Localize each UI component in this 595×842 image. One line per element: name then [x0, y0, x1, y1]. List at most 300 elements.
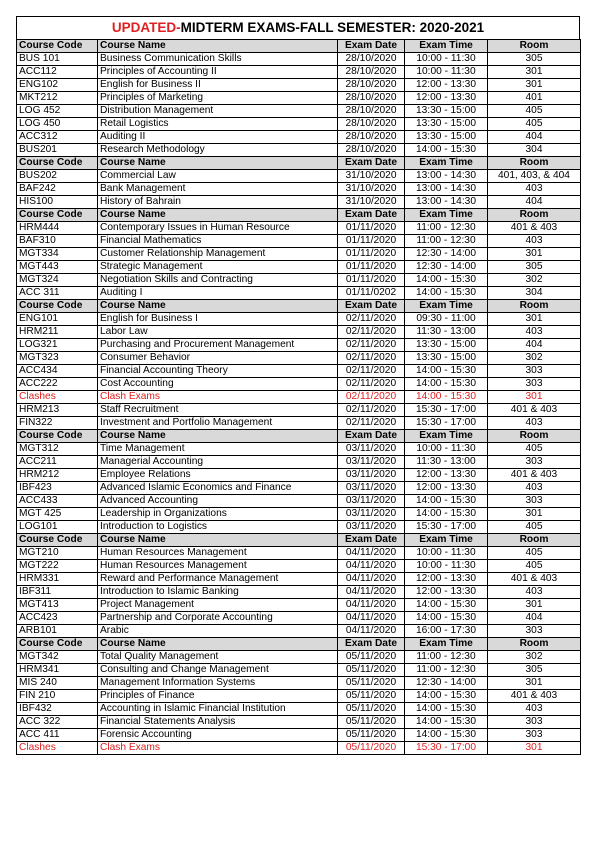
table-row: [17, 664, 581, 677]
exam-date-cell: 01/11/0202: [338, 287, 405, 300]
table-row: [17, 222, 581, 235]
exam-time-header: Exam Time: [405, 534, 488, 547]
course-name-cell: Auditing II: [98, 131, 338, 144]
room-header: Room: [488, 430, 581, 443]
course-name-header: Course Name: [98, 157, 338, 170]
course-code-cell: ACC312: [17, 131, 98, 144]
group-header-row: [17, 638, 581, 651]
exam-time-header: Exam Time: [405, 40, 488, 53]
course-code-cell: IBF311: [17, 586, 98, 599]
course-code-cell: MIS 240: [17, 677, 98, 690]
course-name-cell: Commercial Law: [98, 170, 338, 183]
course-name-cell: Accounting in Islamic Financial Institution: [98, 703, 338, 716]
exam-date-cell: 02/11/2020: [338, 326, 405, 339]
course-code-cell: MGT312: [17, 443, 98, 456]
exam-date-cell: 04/11/2020: [338, 625, 405, 638]
room-cell: 301: [488, 391, 581, 404]
course-code-cell: HRM211: [17, 326, 98, 339]
exam-date-cell: 04/11/2020: [338, 599, 405, 612]
exam-time-cell: 12:30 - 14:00: [405, 248, 488, 261]
room-cell: 405: [488, 560, 581, 573]
room-cell: 303: [488, 378, 581, 391]
table-row: [17, 118, 581, 131]
table-row: [17, 573, 581, 586]
room-cell: 403: [488, 703, 581, 716]
exam-date-cell: 28/10/2020: [338, 131, 405, 144]
room-cell: 301: [488, 677, 581, 690]
room-cell: 401 & 403: [488, 690, 581, 703]
course-name-cell: Research Methodology: [98, 144, 338, 157]
group-header-row: [17, 40, 581, 53]
table-row: [17, 521, 581, 534]
exam-time-cell: 14:00 - 15:30: [405, 365, 488, 378]
course-name-cell: Retail Logistics: [98, 118, 338, 131]
course-code-cell: IBF432: [17, 703, 98, 716]
room-cell: 301: [488, 248, 581, 261]
exam-time-cell: 14:00 - 15:30: [405, 716, 488, 729]
table-row: [17, 690, 581, 703]
course-name-cell: Business Communication Skills: [98, 53, 338, 66]
room-cell: 404: [488, 339, 581, 352]
exam-time-cell: 15:30 - 17:00: [405, 417, 488, 430]
course-code-cell: MGT222: [17, 560, 98, 573]
course-code-cell: LOG 450: [17, 118, 98, 131]
exam-date-header: Exam Date: [338, 638, 405, 651]
group-header-row: [17, 534, 581, 547]
course-code-cell: ACC423: [17, 612, 98, 625]
exam-time-cell: 14:00 - 15:30: [405, 729, 488, 742]
room-cell: 303: [488, 495, 581, 508]
exam-time-cell: 12:00 - 13:30: [405, 482, 488, 495]
room-cell: 303: [488, 716, 581, 729]
table-row: [17, 417, 581, 430]
exam-time-cell: 10:00 - 11:30: [405, 560, 488, 573]
table-row: [17, 235, 581, 248]
course-code-cell: MGT334: [17, 248, 98, 261]
room-cell: 305: [488, 53, 581, 66]
course-code-cell: MGT342: [17, 651, 98, 664]
room-header: Room: [488, 300, 581, 313]
table-row: [17, 560, 581, 573]
exam-date-cell: 31/10/2020: [338, 183, 405, 196]
exam-time-cell: 13:00 - 14:30: [405, 183, 488, 196]
exam-time-cell: 15:30 - 17:00: [405, 742, 488, 755]
room-cell: 401 & 403: [488, 222, 581, 235]
room-cell: 301: [488, 508, 581, 521]
exam-time-cell: 11:00 - 12:30: [405, 664, 488, 677]
course-code-cell: HRM212: [17, 469, 98, 482]
course-code-header: Course Code: [17, 430, 98, 443]
table-row: [17, 365, 581, 378]
room-header: Room: [488, 638, 581, 651]
exam-date-cell: 03/11/2020: [338, 495, 405, 508]
exam-time-cell: 14:00 - 15:30: [405, 274, 488, 287]
course-code-cell: ACC 322: [17, 716, 98, 729]
course-name-header: Course Name: [98, 534, 338, 547]
course-name-header: Course Name: [98, 40, 338, 53]
clash-row: [17, 391, 581, 404]
course-code-cell: ACC211: [17, 456, 98, 469]
exam-date-cell: 02/11/2020: [338, 339, 405, 352]
exam-date-cell: 31/10/2020: [338, 196, 405, 209]
room-cell: 401 & 403: [488, 469, 581, 482]
clash-row: [17, 742, 581, 755]
exam-date-cell: 03/11/2020: [338, 456, 405, 469]
course-code-cell: HRM331: [17, 573, 98, 586]
room-cell: 404: [488, 612, 581, 625]
room-cell: 303: [488, 365, 581, 378]
room-header: Room: [488, 534, 581, 547]
course-name-cell: English for Business I: [98, 313, 338, 326]
room-cell: 305: [488, 664, 581, 677]
room-cell: 405: [488, 105, 581, 118]
course-name-cell: Clash Exams: [98, 391, 338, 404]
exam-date-cell: 31/10/2020: [338, 170, 405, 183]
exam-date-cell: 01/11/2020: [338, 248, 405, 261]
course-name-cell: Financial Accounting Theory: [98, 365, 338, 378]
room-cell: 302: [488, 651, 581, 664]
room-cell: 303: [488, 625, 581, 638]
exam-time-cell: 12:00 - 13:30: [405, 469, 488, 482]
course-name-cell: Consulting and Change Management: [98, 664, 338, 677]
course-name-cell: Management Information Systems: [98, 677, 338, 690]
exam-time-cell: 13:30 - 15:00: [405, 105, 488, 118]
room-cell: 403: [488, 586, 581, 599]
room-cell: 301: [488, 313, 581, 326]
exam-time-cell: 10:00 - 11:30: [405, 66, 488, 79]
course-code-cell: FIN322: [17, 417, 98, 430]
exam-time-cell: 11:00 - 12:30: [405, 235, 488, 248]
title-text: MIDTERM EXAMS-FALL SEMESTER: 2020-2021: [180, 20, 485, 35]
room-cell: 301: [488, 742, 581, 755]
exam-date-cell: 04/11/2020: [338, 586, 405, 599]
course-name-cell: Principles of Accounting II: [98, 66, 338, 79]
table-row: [17, 599, 581, 612]
exam-date-cell: 28/10/2020: [338, 144, 405, 157]
course-name-cell: Human Resources Management: [98, 560, 338, 573]
table-row: [17, 196, 581, 209]
course-name-cell: Clash Exams: [98, 742, 338, 755]
table-row: [17, 482, 581, 495]
course-name-cell: Labor Law: [98, 326, 338, 339]
table-row: [17, 313, 581, 326]
course-code-cell: LOG321: [17, 339, 98, 352]
table-row: [17, 53, 581, 66]
exam-date-cell: 03/11/2020: [338, 508, 405, 521]
exam-date-header: Exam Date: [338, 534, 405, 547]
exam-time-cell: 14:00 - 15:30: [405, 495, 488, 508]
room-header: Room: [488, 209, 581, 222]
course-name-cell: Bank Management: [98, 183, 338, 196]
table-row: [17, 677, 581, 690]
course-code-cell: FIN 210: [17, 690, 98, 703]
exam-date-cell: 02/11/2020: [338, 313, 405, 326]
course-code-cell: ACC 411: [17, 729, 98, 742]
exam-date-header: Exam Date: [338, 430, 405, 443]
page-title: [16, 16, 580, 39]
course-name-cell: Principles of Marketing: [98, 92, 338, 105]
course-name-cell: Advanced Islamic Economics and Finance: [98, 482, 338, 495]
exam-time-cell: 16:00 - 17:30: [405, 625, 488, 638]
table-row: [17, 729, 581, 742]
course-code-cell: ENG102: [17, 79, 98, 92]
exam-time-cell: 14:00 - 15:30: [405, 378, 488, 391]
course-code-header: Course Code: [17, 638, 98, 651]
exam-date-cell: 03/11/2020: [338, 469, 405, 482]
course-code-cell: MKT212: [17, 92, 98, 105]
table-row: [17, 508, 581, 521]
exam-time-header: Exam Time: [405, 638, 488, 651]
course-name-cell: Contemporary Issues in Human Resource: [98, 222, 338, 235]
table-row: [17, 170, 581, 183]
course-name-cell: Principles of Finance: [98, 690, 338, 703]
course-code-cell: MGT413: [17, 599, 98, 612]
exam-time-cell: 11:00 - 12:30: [405, 651, 488, 664]
course-name-cell: Partnership and Corporate Accounting: [98, 612, 338, 625]
course-name-cell: Introduction to Logistics: [98, 521, 338, 534]
course-name-cell: Managerial Accounting: [98, 456, 338, 469]
exam-time-cell: 12:00 - 13:30: [405, 92, 488, 105]
table-row: [17, 183, 581, 196]
room-cell: 403: [488, 482, 581, 495]
exam-date-cell: 02/11/2020: [338, 365, 405, 378]
course-name-cell: Leadership in Organizations: [98, 508, 338, 521]
course-name-cell: Advanced Accounting: [98, 495, 338, 508]
exam-time-cell: 11:30 - 13:00: [405, 326, 488, 339]
exam-date-cell: 05/11/2020: [338, 716, 405, 729]
room-cell: 404: [488, 131, 581, 144]
exam-date-header: Exam Date: [338, 40, 405, 53]
exam-time-cell: 14:00 - 15:30: [405, 391, 488, 404]
course-code-header: Course Code: [17, 209, 98, 222]
course-code-header: Course Code: [17, 40, 98, 53]
course-code-cell: BUS 101: [17, 53, 98, 66]
room-cell: 403: [488, 235, 581, 248]
exam-date-cell: 02/11/2020: [338, 417, 405, 430]
table-row: [17, 495, 581, 508]
course-code-cell: MGT210: [17, 547, 98, 560]
course-code-cell: ENG101: [17, 313, 98, 326]
exam-time-cell: 12:00 - 13:30: [405, 573, 488, 586]
exam-time-cell: 11:30 - 13:00: [405, 456, 488, 469]
table-row: [17, 612, 581, 625]
exam-time-cell: 11:00 - 12:30: [405, 222, 488, 235]
group-header-row: [17, 157, 581, 170]
table-row: [17, 469, 581, 482]
exam-date-cell: 28/10/2020: [338, 105, 405, 118]
course-name-cell: Total Quality Management: [98, 651, 338, 664]
room-cell: 403: [488, 417, 581, 430]
schedule-table: [16, 39, 581, 755]
course-code-cell: BUS202: [17, 170, 98, 183]
course-name-header: Course Name: [98, 430, 338, 443]
course-name-cell: Project Management: [98, 599, 338, 612]
course-code-cell: ACC222: [17, 378, 98, 391]
exam-date-cell: 04/11/2020: [338, 560, 405, 573]
exam-date-cell: 28/10/2020: [338, 79, 405, 92]
exam-time-cell: 15:30 - 17:00: [405, 404, 488, 417]
exam-time-header: Exam Time: [405, 300, 488, 313]
course-code-cell: MGT323: [17, 352, 98, 365]
exam-time-cell: 13:00 - 14:30: [405, 196, 488, 209]
room-cell: 405: [488, 118, 581, 131]
room-cell: 302: [488, 352, 581, 365]
exam-date-cell: 05/11/2020: [338, 651, 405, 664]
course-name-cell: Reward and Performance Management: [98, 573, 338, 586]
course-name-cell: Time Management: [98, 443, 338, 456]
course-code-cell: MGT 425: [17, 508, 98, 521]
exam-time-header: Exam Time: [405, 157, 488, 170]
table-row: [17, 287, 581, 300]
room-cell: 302: [488, 274, 581, 287]
exam-date-cell: 28/10/2020: [338, 118, 405, 131]
room-cell: 301: [488, 66, 581, 79]
exam-time-cell: 15:30 - 17:00: [405, 521, 488, 534]
table-row: [17, 326, 581, 339]
room-cell: 404: [488, 196, 581, 209]
room-cell: 304: [488, 287, 581, 300]
course-name-cell: Arabic: [98, 625, 338, 638]
table-row: [17, 378, 581, 391]
course-code-cell: ARB101: [17, 625, 98, 638]
course-name-cell: Financial Statements Analysis: [98, 716, 338, 729]
course-code-cell: ACC112: [17, 66, 98, 79]
course-code-cell: ACC434: [17, 365, 98, 378]
table-row: [17, 716, 581, 729]
course-name-cell: Investment and Portfolio Management: [98, 417, 338, 430]
table-row: [17, 248, 581, 261]
exam-time-cell: 14:00 - 15:30: [405, 612, 488, 625]
exam-date-cell: 01/11/2020: [338, 261, 405, 274]
exam-time-cell: 13:00 - 14:30: [405, 170, 488, 183]
exam-date-cell: 04/11/2020: [338, 547, 405, 560]
title-accent: UPDATED-: [111, 20, 181, 35]
group-header-row: [17, 300, 581, 313]
exam-time-cell: 13:30 - 15:00: [405, 352, 488, 365]
exam-schedule: [16, 16, 580, 755]
exam-date-cell: 28/10/2020: [338, 53, 405, 66]
table-row: [17, 274, 581, 287]
exam-date-cell: 01/11/2020: [338, 222, 405, 235]
exam-time-cell: 12:00 - 13:30: [405, 79, 488, 92]
course-name-cell: Staff Recruitment: [98, 404, 338, 417]
course-name-cell: Negotiation Skills and Contracting: [98, 274, 338, 287]
table-row: [17, 352, 581, 365]
room-cell: 401: [488, 92, 581, 105]
course-name-cell: Customer Relationship Management: [98, 248, 338, 261]
table-row: [17, 92, 581, 105]
course-name-cell: Cost Accounting: [98, 378, 338, 391]
table-row: [17, 625, 581, 638]
exam-time-cell: 14:00 - 15:30: [405, 287, 488, 300]
table-row: [17, 105, 581, 118]
exam-date-cell: 05/11/2020: [338, 664, 405, 677]
course-name-header: Course Name: [98, 638, 338, 651]
table-row: [17, 547, 581, 560]
room-cell: 401 & 403: [488, 404, 581, 417]
table-row: [17, 131, 581, 144]
exam-time-cell: 12:30 - 14:00: [405, 261, 488, 274]
course-code-cell: Clashes: [17, 391, 98, 404]
course-code-cell: BAF310: [17, 235, 98, 248]
exam-time-cell: 12:30 - 14:00: [405, 677, 488, 690]
table-row: [17, 66, 581, 79]
exam-date-cell: 02/11/2020: [338, 378, 405, 391]
room-cell: 305: [488, 261, 581, 274]
exam-date-cell: 28/10/2020: [338, 66, 405, 79]
exam-date-cell: 01/11/2020: [338, 235, 405, 248]
course-code-cell: ACC 311: [17, 287, 98, 300]
table-row: [17, 456, 581, 469]
course-name-header: Course Name: [98, 300, 338, 313]
course-name-cell: Introduction to Islamic Banking: [98, 586, 338, 599]
exam-date-cell: 03/11/2020: [338, 521, 405, 534]
table-row: [17, 651, 581, 664]
exam-time-cell: 14:00 - 15:30: [405, 599, 488, 612]
exam-date-cell: 02/11/2020: [338, 404, 405, 417]
room-cell: 304: [488, 144, 581, 157]
course-code-cell: LOG101: [17, 521, 98, 534]
room-cell: 405: [488, 443, 581, 456]
course-name-cell: Human Resources Management: [98, 547, 338, 560]
exam-time-cell: 14:00 - 15:30: [405, 703, 488, 716]
exam-date-cell: 01/11/2020: [338, 274, 405, 287]
course-code-cell: BUS201: [17, 144, 98, 157]
exam-time-cell: 13:30 - 15:00: [405, 118, 488, 131]
exam-time-header: Exam Time: [405, 209, 488, 222]
group-header-row: [17, 430, 581, 443]
course-name-cell: Purchasing and Procurement Management: [98, 339, 338, 352]
table-row: [17, 339, 581, 352]
exam-time-cell: 14:00 - 15:30: [405, 508, 488, 521]
course-name-header: Course Name: [98, 209, 338, 222]
table-row: [17, 261, 581, 274]
course-code-cell: HRM341: [17, 664, 98, 677]
room-header: Room: [488, 157, 581, 170]
exam-date-cell: 03/11/2020: [338, 482, 405, 495]
table-row: [17, 144, 581, 157]
room-cell: 401 & 403: [488, 573, 581, 586]
exam-date-cell: 05/11/2020: [338, 742, 405, 755]
course-code-cell: MGT324: [17, 274, 98, 287]
exam-time-cell: 14:00 - 15:30: [405, 690, 488, 703]
course-code-cell: ACC433: [17, 495, 98, 508]
exam-date-cell: 05/11/2020: [338, 729, 405, 742]
table-row: [17, 443, 581, 456]
exam-time-cell: 13:30 - 15:00: [405, 339, 488, 352]
course-code-header: Course Code: [17, 157, 98, 170]
room-cell: 301: [488, 79, 581, 92]
table-row: [17, 703, 581, 716]
room-cell: 301: [488, 599, 581, 612]
exam-date-header: Exam Date: [338, 209, 405, 222]
course-code-header: Course Code: [17, 300, 98, 313]
exam-date-header: Exam Date: [338, 157, 405, 170]
exam-date-cell: 05/11/2020: [338, 677, 405, 690]
room-cell: 403: [488, 326, 581, 339]
room-cell: 401, 403, & 404: [488, 170, 581, 183]
course-name-cell: English for Business II: [98, 79, 338, 92]
course-name-cell: Consumer Behavior: [98, 352, 338, 365]
room-header: Room: [488, 40, 581, 53]
course-name-cell: Strategic Management: [98, 261, 338, 274]
course-name-cell: Financial Mathematics: [98, 235, 338, 248]
course-name-cell: Forensic Accounting: [98, 729, 338, 742]
course-code-cell: HIS100: [17, 196, 98, 209]
room-cell: 303: [488, 456, 581, 469]
course-name-cell: Employee Relations: [98, 469, 338, 482]
exam-date-cell: 04/11/2020: [338, 573, 405, 586]
